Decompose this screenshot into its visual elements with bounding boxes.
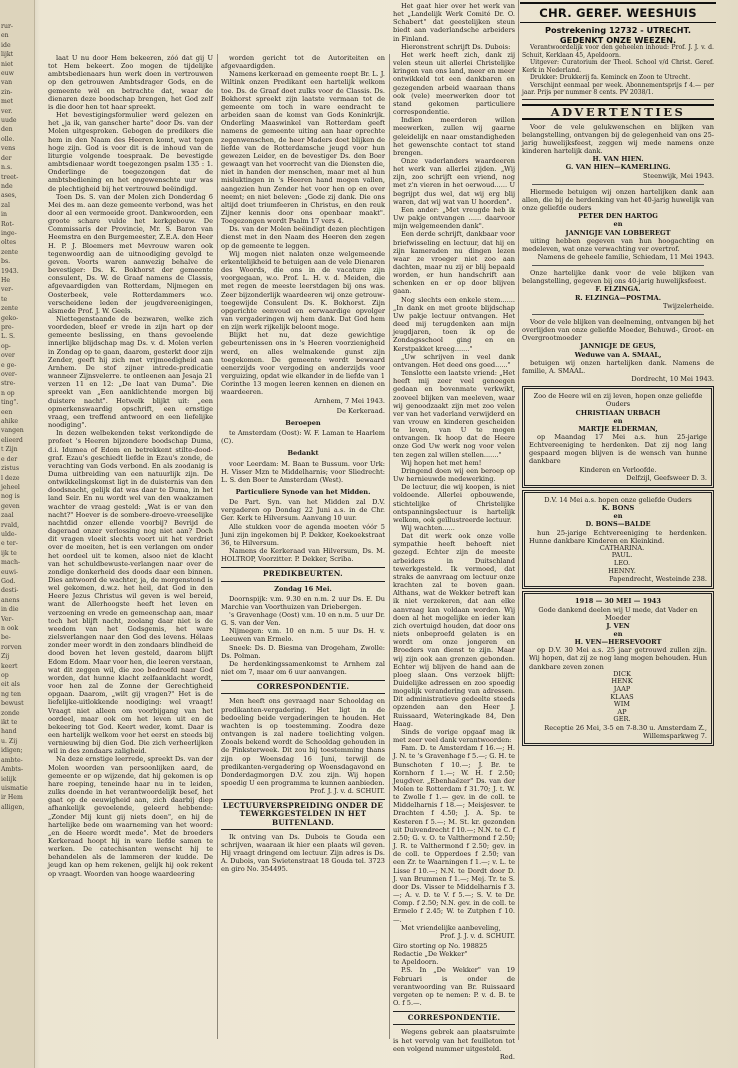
edge-fragment: in (1, 211, 7, 219)
body-paragraph: Fam. D. te Amsterdam f 16.—; H. J. N. te 's Gravenhage f 5.—; G. H. te Bunschoten f 10.—; J. Br. te Kornhorn f 1.—; W. H. f 2.50; Jeugdver. „Ebenhaëzer" Ds. van der Molen te Rotterdam f 31.70; J. t. W. te Zwolle f 1.— gev. in de coll. te Middelharnis f 18.—; Meisjesver. te Drachten f 4.50; J. A. Sp. te Kesteren f 5.—; M. St. kr. gezonden uit Duivendrecht f 10.—; N.N. te C. f 2.50; G. v. O. te Valthermond f 2.50; J. R. te Valthermond f 2.50; gev. in de coll. te Opperdoes f 2.50; van een Zr. te Waarningen f 1.—; v. L. te Lisse f 10.—; N.N. te Dordt door D. J. van Brummen f 1.—; Mej. Tr. te S. door Ds. Visser te Middelharnis f 3.—; A. v. D. te V. f 5.—; S. V. te Dr. Comp. f 2.50; N.N. gev. in de coll. te Ermelo f 2.45; W. te Zutphen f 10.—. (393, 744, 515, 924)
edge-fragment: over (1, 352, 15, 360)
body-paragraph: Dat dit werk ook onze volle sympathie heeft behoeft niet gezegd. Echter zijn de meeste arbeiders in Duitschland tewerkgesteld. Ik vermoed, dat straks de aanvraag om lectuur onze krachten zal te boven gaan. Althans, wat de Wekker betreft kan ik niet verzekeren, dat aan elke aanvraag kan voldaan worden. Wij doen al het mogelijke en ieder kan zich overtuigd houden, dat door ons niets onbeproefd gelaten is en wordt om onze jongeren en Broeders van dienst te zijn. Maar wij zijn ook aan grenzen gebonden. Echter wij blijven de hand aan de ploeg slaan. Ons verzoek blijft: Duidelijke adressen en zoo spoedig mogelijk verandering van adressen. Dit administratieve gedeelte steeds opzenden aan den Heer J. Ruissaard, Weteringkade 84, Den Haag. (393, 532, 515, 728)
weeshuis-masthead (520, 2, 716, 45)
edge-fragment: t Zijn (1, 446, 18, 454)
ad-name: G. VAN HIEN—KAMERLING. (565, 163, 671, 172)
edge-fragment: lijkt (1, 51, 14, 59)
edge-fragment: L. S. (1, 333, 16, 341)
correspondentie-signature: Red. (499, 1052, 515, 1061)
edge-fragment: ting". (1, 399, 19, 407)
edge-fragment: te (1, 295, 8, 303)
body-paragraph: Indien meerderen willen meewerken, zullen wij gaarne geleidelijk en naar omstandigheden het gewenschte contact tot stand brengen. (393, 116, 515, 157)
ad-name: MARTJE ELDERMAN, (578, 424, 658, 433)
edge-fragment: mach- (1, 559, 21, 567)
edge-fragment: rvald, (1, 521, 20, 529)
ad-text: Hiermede betuigen wij onzen hartelijken dank aan allen, die bij de herdenking van het 40-jarig huwelijk van onze geliefde ouders (522, 187, 714, 213)
advertisement (522, 318, 714, 383)
edge-fragment: hand (1, 728, 17, 736)
synode-paragraph: Namens de Kerkeraad van Hilversum, Ds. M. HOLTROP, Voorzitter. P. Dekker, Scriba. (221, 547, 385, 564)
signature-kerkeraad: De Kerkeraad. (336, 406, 385, 415)
ad-name: Weduwe van A. SMAAL, (574, 350, 662, 359)
ad-text: betuigen wij onzen hartelijken dank. Namens de familie, A. SMAAL. (522, 358, 714, 375)
advertenties-heading: ADVERTENTIES (522, 104, 714, 120)
predikbeurt-entry: Sneek: Ds. D. Biesma van Drogeham, Zwolle: Ds. Polman. (221, 643, 385, 660)
masthead-slogan: GEDENKT ONZE WEEZEN. (559, 35, 677, 45)
edge-fragment: Ver- (1, 615, 14, 623)
colophon-line: Drukker: Drukkerij fa. Keminck en Zoon te Utrecht. (530, 74, 691, 81)
masthead-title: CHR. GEREF. WEESHUIS (520, 2, 716, 23)
edge-fragment: nog is (1, 493, 20, 501)
ad-name: J. VEN (606, 621, 630, 630)
edge-fragment: met (1, 98, 14, 106)
ad-name: D. BONS—BALDE (585, 520, 651, 529)
edge-fragment: ide (1, 41, 11, 49)
edge-fragment: en (1, 32, 9, 40)
ad-place: Namens de geheele familie, Schiedam, 11 Mei 1943. (537, 253, 714, 261)
giro-line: Giro storting op No. 198825 (393, 941, 488, 950)
edge-fragment: pre- (1, 324, 14, 331)
edge-fragment: Rot- (1, 220, 14, 228)
body-paragraph: Na deze ernstige leerrede, spreekt Ds. van der Molen woorden van persoonlijken aard, de gemeente er op wijzende, dat hij gekomen is op hare roeping, teneinde haar nu in te leiden, zulks doende in het verantwoordelijk besef, het gaat op de eeuwigheid aan, zich daarbij diep afhankelijk gevoelende, geleerd hebbende: „Zonder Mij kunt gij niets doen", en hij de hartelijke bede om waarneming van het woord: „en de Heere wordt mede". Met de broeders Kerkeraad hoopt hij in ware liefde samen te werken. De catechisanten wenscht hij te behandelen als de lammeren der kudde. De jeugd kan op hem rekenen, gelijk hij ook rekent op vraagt. Woorden van hooge waardeering (48, 755, 213, 878)
ad-name: H. VAN HIEN. (592, 155, 644, 164)
ad-separator (532, 184, 704, 185)
body-paragraph: Een derde schrijft, dankbaar voor briefwisseling en lectuur, dat hij en zijn kameraden nu dingen lezen waar ze vroeger niet zoo aan dachten, maar nu zij er blij bepaald worden, er hun handschrift aan schenken en er op door blijven gaan. (393, 230, 515, 296)
ad-text: Onze hartelijke dank voor de vele blijken van belangstelling, gegeven bij ons 40-jarig huwelijksfeest. (522, 269, 714, 286)
anniversary-ad-urbach (524, 388, 712, 486)
section-heading-bedankt: Bedankt (287, 449, 319, 458)
edge-fragment-list (0, 0, 34, 812)
edge-fragment: ijk te (1, 549, 17, 557)
edge-fragment: ikt te (1, 719, 18, 727)
edge-fragment: bewust (1, 700, 24, 708)
ad-name: en (613, 512, 623, 521)
body-paragraph: Met vriendelijke aanbeveling, (401, 923, 501, 932)
colophon-line: Verantwoordelijk voor den geheelen inhoud: Prof. J. J. v. d. Schuit, Kerklaan 45, Apeldoorn. (522, 44, 714, 59)
predikbeurten-date: Zondag 16 Mei. (274, 584, 332, 593)
edge-fragment: in die (1, 606, 19, 614)
edge-fragment: euw (1, 70, 14, 78)
lectuur-text: Ik ontving van Ds. Dubois te Gouda een schrijven, waaraan ik hier een plaats wil geven. Hij vraagt dringend om lectuur. Zijn adres is Ds. A. Dubois, van Swietenstraat 18 Gouda tel. 3723 en giro No. 354495. (221, 832, 385, 874)
edge-fragment: olle. (1, 135, 15, 143)
child-name: CATHARINA. (599, 543, 645, 552)
body-paragraph: „Uw schrijven in veel dank ontvangen. Het deed ons goed......" (393, 352, 515, 369)
column-divider (389, 54, 390, 1039)
edge-fragment: niet (1, 60, 14, 68)
ad-intro: D.V. 14 Mei a.s. hopen onze geliefde Ouders (544, 495, 692, 504)
colophon (522, 44, 714, 100)
anniversary-dates: 1918 — 30 MEI — 1943 (575, 597, 661, 606)
ad-kids: Kinderen en Verloofde. (579, 465, 657, 474)
ad-name: CHRISTIAAN URBACH (575, 408, 661, 417)
masthead-postrekening: Postrekening 12732 - UTRECHT. (545, 25, 691, 35)
edge-fragment: inge- (1, 229, 17, 237)
edge-fragment: He (1, 276, 11, 284)
ad-place: Receptie 26 Mei, 3-5 en 7-8.30 u. Amsterdam Z., Willemsparkweg 7. (544, 723, 707, 741)
ad-name: JANNIGJE DE GEUS, (580, 342, 656, 351)
ad-name: R. ELZINGA—POSTMA. (574, 293, 662, 302)
body-paragraph: worden gericht tot de Autoriteiten en afgevaardigden. (221, 54, 385, 71)
predikbeurt-entry: Nijmegen: v.m. 10 en n.m. 5 uur Ds. H. v. Leeuwen van Ermelo. (221, 627, 385, 644)
edge-fragment: desti- (1, 587, 19, 595)
edge-fragment: op (1, 672, 9, 680)
edge-fragment: zal (1, 201, 10, 209)
edge-fragment: uude (1, 117, 17, 125)
correspondentie-text: Wegens gebrek aan plaatsruimte is het vervolg van het feuilleton tot een volgend nummer uitgesteld. (393, 1028, 515, 1053)
giro-line: Redactie „De Wekker" (393, 950, 468, 959)
edge-fragment: ases, (1, 192, 17, 200)
ad-name: JANNIGJE VAN LOBBEREGT (565, 228, 671, 237)
ad-place: Steenwijk, Mei 1943. (643, 171, 714, 180)
edge-fragment: vens (1, 145, 16, 153)
postscript: P.S. In „De Wekker" van 19 Februari is onder de verantwoording van Br. Ruissaard vergeten op te nemen: P. v. d. B. te O. f 5.—. (393, 966, 515, 1008)
column-4-advertisements (522, 44, 714, 1054)
edge-fragment: over- (1, 371, 17, 379)
synode-paragraph: De Part. Syn. van het Midden zal D.V. vergaderen op Dondag 22 Juni a.s. in de Chr. Ger. Kerk te Hilversum. Aanvang 10 uur. (221, 498, 385, 523)
edge-fragment: van (1, 79, 13, 87)
ad-intro: Zoo de Heere wil en zij leven, hopen onze geliefde Ouders (533, 392, 703, 409)
ad-text: op D.V. 30 Mei a.s. 25 jaar getrouwd zullen zijn. Wij hopen, dat zij ze nog lang mogen behouden. Hun dankbare zeven zonen (529, 646, 707, 671)
edge-fragment: ir Hem (1, 794, 23, 802)
column-1-sermon-report (48, 54, 213, 1039)
body-paragraph: In dezen welbekenden tekst verkondigde de profeet 's Heeren bijzondere boodschap Duma, d.i. Idumea of Edom en betrekkent stilte-dood-graf. Ezau's geschiedt liefde in Ezau's zonde, de verachting van Gods verbond. En als zoodanig is Duma uitbreiding van een natuurlijk zijn. De ontwikkelingskomst ligt in de duisternis van den doodsnacht, gelijk dat was daar te Duma, in het land Seir. En nu wordt wel van den waakzamen wachter de vraag gesteld: „Wat is er van den nacht?" Hoever is de sombere-droeve-vreeselijke nachtdid onzer ellende voorbij? Bevrijd de dageraad onzer verlossing nog niet aan? Doch dit vragen vloeit slechts voort uit het verdriet over de moeiten, het is een verlangen om onder het oordeel uit te komen, alsoo niet de klacht van het schuldbewuste-verlangen naar over de zondige donkerheid des doods daar een binnen. Dies antwoord de wachter, ja, de morgenstond is wel gekomen, d.w.z. het heil, dat God in den Heere Jezus Christus wil geven is wel bereid, want de Allerhoogste heeft het leven en verzoening en vrede en gemeenschap aan, maar toch het blijft nacht, zoolang daar niet is de weedom van het Godsgemis, het ware zielsverlangen naar den God des levens. Hélaas zonder meer wordt in den zondaars blindheid de dood boven het leven gesteld, daarom blijft Edom Edom. Maar voor hen, die leeren verstaan, wat dit zeggen wil, die zoo bedroefd naar God worden, dat hunne klacht zelfaanklacht wordt, voor hen zal de Zonne der Gerechtigheid opgaan. Daarom, „wilt gij vragen?" Het is de liefelijke-uitlokkende noodiging: wel vraagt! Vraagt niet alleen om voorbijgang van het oordeel, maar ook om het leven uit en de bekeering tot God. Keert weder, komt. Daar is een hartelijk welkom voor het eerst en steeds bij vernieuwing bij dien God. Die zich verheerlijken wil in des zondaars zaligheid. (48, 429, 213, 756)
ad-intro: Gode dankend deelen wij U mede, dat Vader en Moeder (538, 605, 698, 622)
body-paragraph: Ds. van der Molen beëindigt dezen plechtigen dienst met in den Naam des Heeren den zegen op de gemeente te leggen. (221, 225, 385, 250)
edge-fragment: 1943. (1, 267, 19, 275)
edge-fragment: n ook (1, 625, 19, 632)
anniversary-ad-bons (524, 492, 712, 587)
edge-fragment: elieerd (1, 436, 23, 444)
ad-separator (532, 314, 704, 315)
correspondentie-text: Men heeft ons gevraagd naar Schooldag en predikanten-vergadering. Het ligt in de bedoeling beide vergaderingen te houden. Het wachten is op toestemming. Zoodra deze ontvangen is zal nadere toelichting volgen. Zooals bekend wordt de Schooldag gehouden in de Pinksterweek. Dit zou bij toestemming thans zijn op Woensdag 16 Juni, terwijl de predikanten-vergadering op Woensdagavond en Donderdagmorgen D.V. zou zijn. Wij hopen spoedig U een programma te kunnen aanbieden. (221, 697, 385, 787)
section-heading-predikbeurten: PREDIKBEURTEN. (221, 567, 385, 581)
edge-fragment: zonde (1, 709, 20, 717)
ad-name: H. VEN—HERSEVOORT (574, 638, 662, 647)
ad-name: en (613, 220, 623, 229)
edge-fragment: God. (1, 577, 16, 585)
body-paragraph: Onze vaderlanders waardeeren het werk van allerlei zijden. „Wij zijn, zoo schrijft een vriend, nog met z'n vieren in het oerwoud...... U begrijpt dus wel, dat wij erg blij waren, dat wij wat van U hoorden". (393, 156, 515, 206)
child-name: DICK (613, 669, 631, 678)
body-paragraph: Wij mogen niet nalaten onze welgemeende erkentelijkheid te betuigen aan de vele Dienaren des Woords, die ons in de vacature zijn voorgegaan, w.o. Prof. L. H. v. d. Meiden, die met regen de meeste leerstdagen bij ons was. Zeer bijzonderlijk waardeeren wij onze getrouw-toegewijde Consulent Ds. K. Bokhorst. Zijn opgerichte eenvoud en eerwaardige opvolger van vergaderingen wij hem dank. Dat God hem en zijn werk rijkelijk beloont moge. (221, 249, 385, 332)
edge-fragment: euwi- (1, 568, 19, 576)
advertisement (522, 269, 714, 310)
edge-fragment: ulde- (1, 530, 17, 538)
edge-fragment: den (1, 126, 13, 134)
body-paragraph: Nog slechts een enkele stem....... „In dank en met groote blijdschap Uw pakje lectuur ontvangen. Het deed mij terugdenken aan mijn jeugdjaren, toen ik op de Zondagsschool ging en en Kerstpakket kreeg......." (393, 295, 515, 353)
edge-fragment: Ambts- (1, 766, 24, 774)
edge-fragment: der (1, 154, 12, 162)
ad-text: Voor de vele blijken van deelneming, ontvangen bij het overlijden van onze geliefde Moeder, Behuwd-, Groot- en Overgrootmoeder (522, 317, 714, 343)
body-paragraph: De lectuur, die wij koopen, is niet voldoende. Allerlei opbouwende, stichtelijke of Christelijke ontspanningslectuur is hartelijk welkom, ook geïllustreerde lectuur. (393, 483, 515, 524)
section-heading-lectuurverspreiding: LECTUURVERSPREIDING ONDER DE TEWERKGESTELDEN IN HET BUITENLAND. (221, 799, 385, 829)
child-name: PAUL. (611, 551, 633, 560)
edge-fragment: zaal (1, 512, 14, 520)
child-name: LEO. (613, 559, 631, 568)
edge-fragment: u. Zij (1, 737, 18, 745)
edge-fragment: e ge- (1, 361, 17, 369)
section-heading-correspondentie: CORRESPONDENTIE. (393, 1011, 515, 1025)
edge-fragment: zente (1, 305, 19, 313)
edge-fragment: nde (1, 182, 13, 190)
child-name: KLAAS (610, 692, 634, 701)
body-paragraph: laat U nu door Hem bekeeren, zóó dat gij U tot Hem bekeert. Zoo mogen de tijdelijke ambtsbedienaars hun werk doen in vertrouwen op den getrouwen Ambtsdrager Gods, en de gemeente wèl en betrachte dat, waar de dienaren deze boodschap brengen, het God zelf is die door hen tot haar spreekt. (48, 54, 213, 111)
signature-schuit: Prof. J. J. v. d. SCHUIT. (439, 931, 515, 940)
bedankt-text: voor Leerdam: M. Baan te Bussum. voor Urk: H. Visser Mzn te Middelharnis; voor Sliedrecht: L. S. den Boer te Amsterdam (West). (221, 459, 385, 484)
ad-place: Dordrecht, 10 Mei 1943. (631, 375, 714, 384)
edge-fragment: n op (1, 389, 15, 397)
body-paragraph: Wij hopen het met hem! (401, 458, 482, 467)
anniversary-ad-ven (524, 593, 712, 744)
correspondentie-signature: Prof. J. J. v. d. SCHUIT. (309, 787, 385, 796)
predikbeurt-entry: 's Gravenhage (Oost) v.m. 10 en n.m. 5 uur Dr. G. S. van der Ven. (221, 611, 385, 628)
ad-text: uiting hebben gegeven van hun hoogachting en medeleven, wat onze verwachting ver overtrof. (522, 236, 714, 253)
signature-date: Arnhem, 7 Mei 1943. (314, 396, 385, 405)
edge-fragment: ielijk (1, 775, 17, 783)
edge-fragment: anens (1, 596, 20, 604)
child-name: JAAP (613, 684, 631, 693)
colophon-line: Uitgever: Curatorium der Theol. School v/d Christ. Geref. Kerk in Nederland. (522, 59, 714, 74)
body-paragraph: Het gaat hier over het werk van het „Landelijk Werk Comité Dr. O. Schabert" dat geestelijken steun biedt aan vaderlandsche arbeiders in Finland. (393, 2, 515, 43)
body-paragraph: Wij wachten...... (401, 524, 455, 532)
edge-fragment: eit als (1, 681, 20, 689)
edge-fragment: uismatie (1, 784, 28, 792)
left-page-edge-fragments (0, 0, 35, 1068)
ad-separator (532, 265, 704, 266)
edge-fragment: zistus (1, 465, 20, 473)
body-paragraph: Het bevestigingsformulier werd gelezen en het „ja ik, van ganscher harte" door Ds. van der Molen uitgesproken. Gebogen de predikers die hem in den Naam des Heeren komt, wat tegen hoge zijn. God is voor dit is de inhoud van de liturgie volgende toespraak. De bevestigde ambtsdienaar wordt toegezongen psalm 135 : 1. Onderlinge de toegezongen dat de ambtsbediening en het ongewenschte uur was de plechtigheid bij het vertrouwd beëindigd. (48, 111, 213, 193)
ad-name: en (613, 416, 623, 425)
page-fold-shadow (34, 0, 40, 1068)
edge-fragment: op- (1, 342, 11, 350)
edge-fragment: oltes (1, 239, 17, 247)
edge-fragment: jeheel (1, 483, 20, 491)
column-3-lectuur-report (393, 0, 515, 1061)
edge-fragment: ng ten (1, 690, 22, 698)
edge-fragment: treet- (1, 173, 19, 181)
ad-name: K. BONS (601, 504, 635, 513)
body-paragraph: Niettegenstaande de bezwaren, welke zich voordeden, bleef er vrede in zijn hart op der gemeente beslissing, en thans gevoelende innerlijke blijdschap mag Ds. v. d. Molen verlen in Zondag op te gaan, daarom, gesterkt door zijn Zender, geeft hij zich met vrijmoedigheid aan Arnhem. De stof zijner intrede-predicatie wanneer Zijnsvelerre. te ontleenen aan Jesaja 21 verzen 11 en 12: „De laat van Duma". Die spreekt van „Een aanklichtende morgen bij duistere nacht". Hetwelk blijkt uit: „een opmerkenswaardig opschrift, een ernstige vraag, een treffend antwoord en een liefelijke noodiging". (48, 315, 213, 430)
edge-fragment: stre- (1, 380, 16, 388)
predikbeurt-entry: De herdenkingssamenkomst te Arnhem zal niet om 7, maar om 6 uur aanvangen. (221, 659, 385, 677)
column-2-church-news (221, 54, 385, 1039)
edge-fragment: ver. (1, 107, 13, 115)
ad-text: hun 25-jarige Echtvereeniging te herdenken. Hunne dankbare Kinderen en Kleinkind. (529, 528, 707, 545)
column-divider (518, 0, 519, 1040)
body-paragraph: Het werk heeft zich, dank zij velen steun uit allerlei Christelijke kringen van ons land, meer en meer ontwikkeld tot een dankbaren en gezegenden arbeid waaraan thans ook (vele) meerwerken door tot stand gekomen particuliere correspondentie. (393, 50, 515, 117)
body-paragraph: Een ander: „Met vreugde heb ik Uw pakje ontvangen ...... daarvoor mijn welgemeenden dank". (393, 205, 515, 231)
edge-fragment: be- (1, 634, 11, 642)
ad-place: Papendrecht, Westeinde 238. (609, 575, 707, 584)
edge-fragment: geko- (1, 314, 19, 322)
edge-fragment: n.s. (1, 164, 13, 172)
edge-fragment: keert (1, 662, 18, 670)
edge-fragment: l deze (1, 474, 20, 482)
advertisement (522, 188, 714, 261)
edge-fragment: Zij (1, 653, 10, 661)
giro-line: te Apeldoorn. (393, 958, 439, 967)
body-paragraph: Sinds de vorige opgaaf mag ik met zeer veel dank verantwoorden: (393, 727, 515, 745)
child-name: HENK (611, 677, 633, 686)
edge-fragment: een (1, 408, 13, 416)
ad-place: Twijzelerheide. (663, 301, 714, 310)
section-heading-correspondentie: CORRESPONDENTIE. (221, 680, 385, 694)
edge-fragment: ahike (1, 418, 19, 426)
edge-fragment: vangen (1, 427, 24, 435)
child-name: AP (617, 707, 627, 716)
child-name: GER. (613, 715, 631, 724)
advertisement (522, 123, 714, 180)
edge-fragment: ver- (1, 286, 14, 294)
ad-place: Delfzijl, Geefsweer D. 3. (626, 473, 707, 482)
ad-name: en (613, 630, 623, 638)
ad-text: op Maandag 17 Mei a.s. hun 25-jarige Echtvereeniging te herdenken. Dat zij nog lang gespaard mogen blijven is de wensch van hunne dankbare (529, 432, 707, 466)
body-paragraph: Blijkt het nu, dat deze gewichtige gebeurtenissen ons in 's Heeren voorzienigheid werd, en alles welmakende gunst zijn toegekomen. De gemeente wordt bewaard eenerzijds voor vergoding en anderzijds voor verguizing, opdat wie elkander in de liefde van 1 Corinthe 13 mogen leeren kennen en dienen en waardeeren. (221, 331, 385, 397)
colophon-line: Verschijnt eenmaal per week. Abonnementsprijs f 4.— per jaar. Prijs per nummer 8 cents. PV 2038/1. (522, 81, 714, 96)
edge-fragment: bs. (1, 258, 11, 266)
edge-fragment: ambte- (1, 756, 23, 764)
beroepen-text: te Amsterdam (Oost): W. F. Laman te Haarlem (C). (221, 429, 385, 446)
body-paragraph: Tenslotte een laatste vriend: „Het heeft mij zeer veel genoegen gedaan en bovenmate verkwikt, zooveel blijken van meeleven, waar wij genoodzaakt zijn met zoo velen ver van het vaderland verwijderd en van vrouw en kinderen gescheiden te leven, van U te mogen ontvangen. Ik hoop dat de Heere onze God Uw werk nog voor velen ten zegen zal willen stellen......." (393, 369, 515, 459)
edge-fragment: geven (1, 502, 20, 510)
edge-fragment: idigen; (1, 747, 23, 755)
body-paragraph: Toen Ds. S. van der Molen zich Donderdag 6 Mei des m. aan deze gemeente verbond, was het door al een vermoeide groot. Dankwoorden, een groote schare vulde het kerkgebouw. De Commissaris der Provincie, Mr. S. Baron van Heemstra en den Burgemeester, Z.E.A. den Heer H. P. J. Bloemers met Mevrouw waren ook tegenwoordig aan de uitnoodiging gevolgd te geven. Voorts waren aanwezig behalve de bevestiger: Ds. K. Bokhorst der gemeente consulent, Ds. W. de Graaf namens de Classis, afgevaardigden van Rotterdam, Nijmegen en Oosterbeek, vele Rotterdammers w.o. verscheidene leden der jeugdvereenigingen, alsmede Prof. J. W. Geels. (48, 192, 213, 315)
section-heading-beroepen: Beroepen (285, 418, 321, 427)
predikbeurt-entry: Doornspijk: v.m. 9.30 en n.m. 2 uur Ds. E. Du Marchie van Voorthuizen van Driebergen. (221, 594, 385, 611)
child-name: HENNY. (608, 566, 636, 575)
synode-paragraph: Alle stukken voor de agenda moeten vóór 5 Juni zijn ingekomen bij P. Dekker, Koekoekstraat 36, te Hilversum. (221, 522, 385, 547)
column-divider (217, 54, 218, 1039)
body-paragraph: Namens kerkeraad en gemeente roept Br. L. J. Wiltink onzen Predikant een hartelijk welkom toe. Ds. de Graaf doet zulks voor de Classis. Ds. Bokhorst spreekt zijn laatste vermaan tot de gemeente om toch in ware eendracht te arbeiden saan de komst van Gods Koninkrijk. Onderling Maaswinkel van Rotterdam geeft namens de gemeente uiting aan haar oprechte zegenwenschen, de heer Maders doet blijken de liefde van de Rotterdamsche jeugd voor hun gewezen Leider, en de bevestiger Ds. den Boer gewaagt van het voorrecht van die Diensten die, niet in handen der menschen, maar met al hun misluktingen in 's Heeren hand mogen vallen, aangezien hun Zender het voor hen op en over neemt; en niet beleven: „Gode zij dank. Die ons altijd doet triumfeeren in Christus, en den reuk Zijner kennis door ons openbaar maakt". Toegezongen wordt Psalm 17 vers 4. (221, 70, 385, 226)
edge-fragment: zente (1, 248, 19, 256)
ad-name: F. ELZINGA. (595, 285, 641, 294)
edge-fragment: e der (1, 455, 18, 463)
body-paragraph: Hieronstrent schrijft Ds. Dubois: (401, 42, 511, 51)
body-paragraph: Dringend doen wij een beroep op Uw hernieuwde medewerking. (393, 466, 515, 484)
ad-text: Voor de vele gelukwenschen en blijken van belangstelling, ontvangen bij de gelegenheid van ons 25-jarig huwelijksfeest, zeggen wij mede namens onze kinderen hartelijk dank. (522, 122, 714, 156)
ad-name: PETER DEN HARTOG (578, 212, 658, 221)
edge-fragment: rorven (1, 643, 22, 651)
edge-fragment: rur- (1, 23, 13, 30)
edge-fragment: alligen, (1, 803, 25, 811)
edge-fragment: zin- (1, 88, 13, 96)
section-heading-synode: Particuliere Synode van het Midden. (235, 487, 371, 496)
edge-fragment: e ter- (1, 540, 18, 548)
child-name: WIM (613, 700, 631, 709)
